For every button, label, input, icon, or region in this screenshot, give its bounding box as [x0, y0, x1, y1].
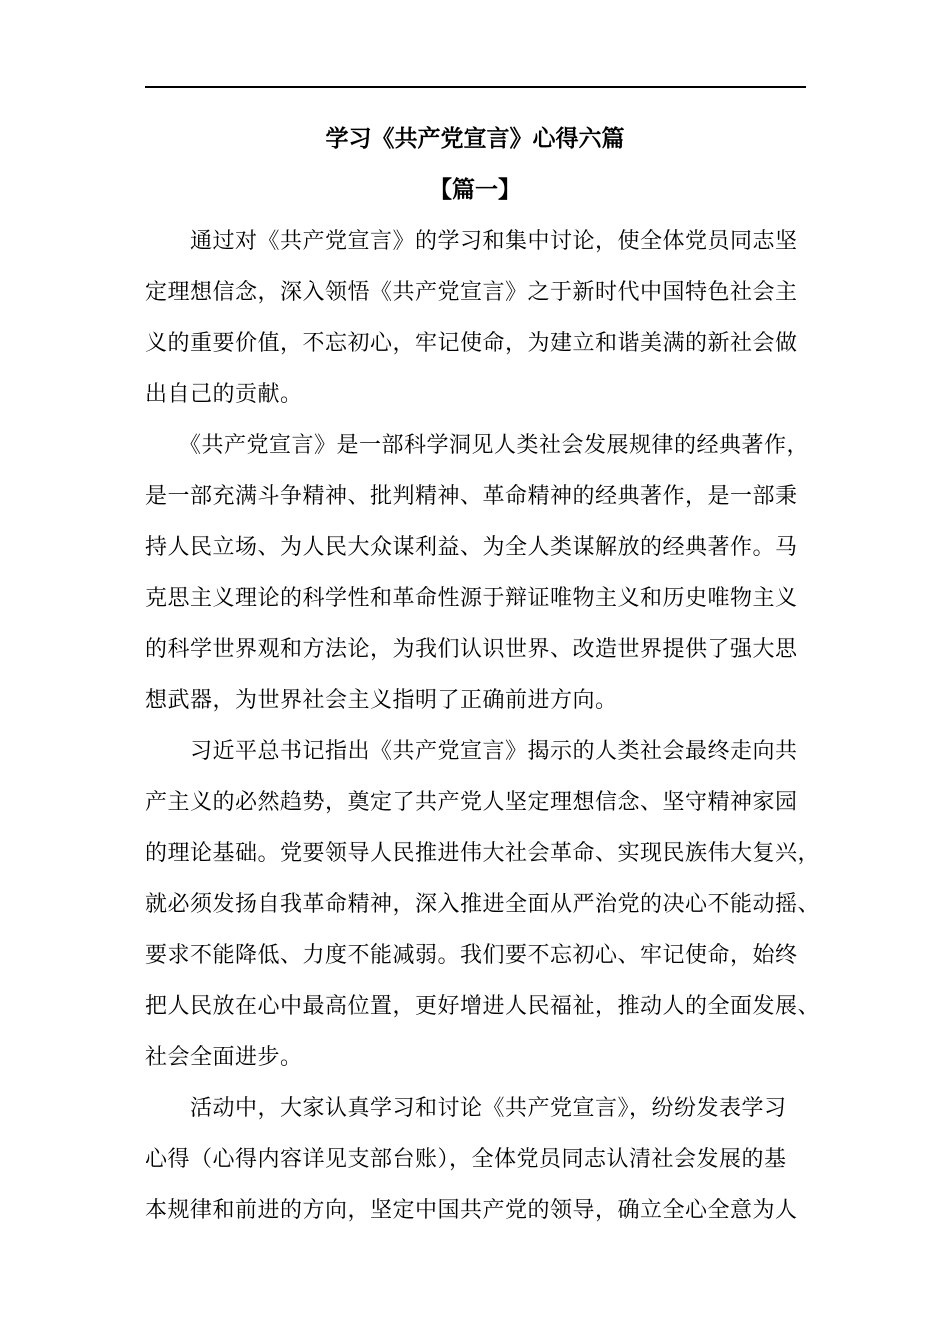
- body-line: 《共产党宣言》是一部科学洞见人类社会发展规律的经典著作，: [145, 433, 810, 458]
- body-line: 的理论基础。党要领导人民推进伟大社会革命、实现民族伟大复兴，: [145, 841, 821, 866]
- document-title: 学习《共产党宣言》心得六篇: [325, 126, 625, 152]
- body-line: 想武器，为世界社会主义指明了正确前进方向。: [145, 688, 618, 713]
- body-line: 习近平总书记指出《共产党宣言》揭示的人类社会最终走向共: [145, 739, 798, 764]
- body-line: 持人民立场、为人民大众谋利益、为全人类谋解放的经典著作。马: [145, 535, 798, 560]
- header-rule: [145, 86, 806, 88]
- body-line: 是一部充满斗争精神、批判精神、革命精神的经典著作，是一部秉: [145, 484, 798, 509]
- body-line: 就必须发扬自我革命精神，深入推进全面从严治党的决心不能动摇、: [145, 892, 821, 917]
- body-line: 的科学世界观和方法论，为我们认识世界、改造世界提供了强大思: [145, 637, 798, 662]
- body-line: 本规律和前进的方向，坚定中国共产党的领导，确立全心全意为人: [145, 1198, 798, 1223]
- body-line: 出自己的贡献。: [145, 382, 303, 407]
- body-line: 定理想信念，深入领悟《共产党宣言》之于新时代中国特色社会主: [145, 280, 798, 305]
- body-line: 要求不能降低、力度不能减弱。我们要不忘初心、牢记使命，始终: [145, 943, 798, 968]
- body-line: 活动中，大家认真学习和讨论《共产党宣言》，纷纷发表学习: [145, 1096, 787, 1121]
- body-line: 克思主义理论的科学性和革命性源于辩证唯物主义和历史唯物主义: [145, 586, 798, 611]
- body-line: 把人民放在心中最高位置，更好增进人民福祉，推动人的全面发展、: [145, 994, 821, 1019]
- body-line: 义的重要价值，不忘初心，牢记使命，为建立和谐美满的新社会做: [145, 331, 798, 356]
- body-line: 产主义的必然趋势，奠定了共产党人坚定理想信念、坚守精神家园: [145, 790, 798, 815]
- body-line: 通过对《共产党宣言》的学习和集中讨论，使全体党员同志坚: [145, 229, 798, 254]
- section-heading: 【篇一】: [429, 177, 521, 203]
- body-line: 社会全面进步。: [145, 1045, 303, 1070]
- body-line: 心得（心得内容详见支部台账），全体党员同志认清社会发展的基: [145, 1147, 787, 1172]
